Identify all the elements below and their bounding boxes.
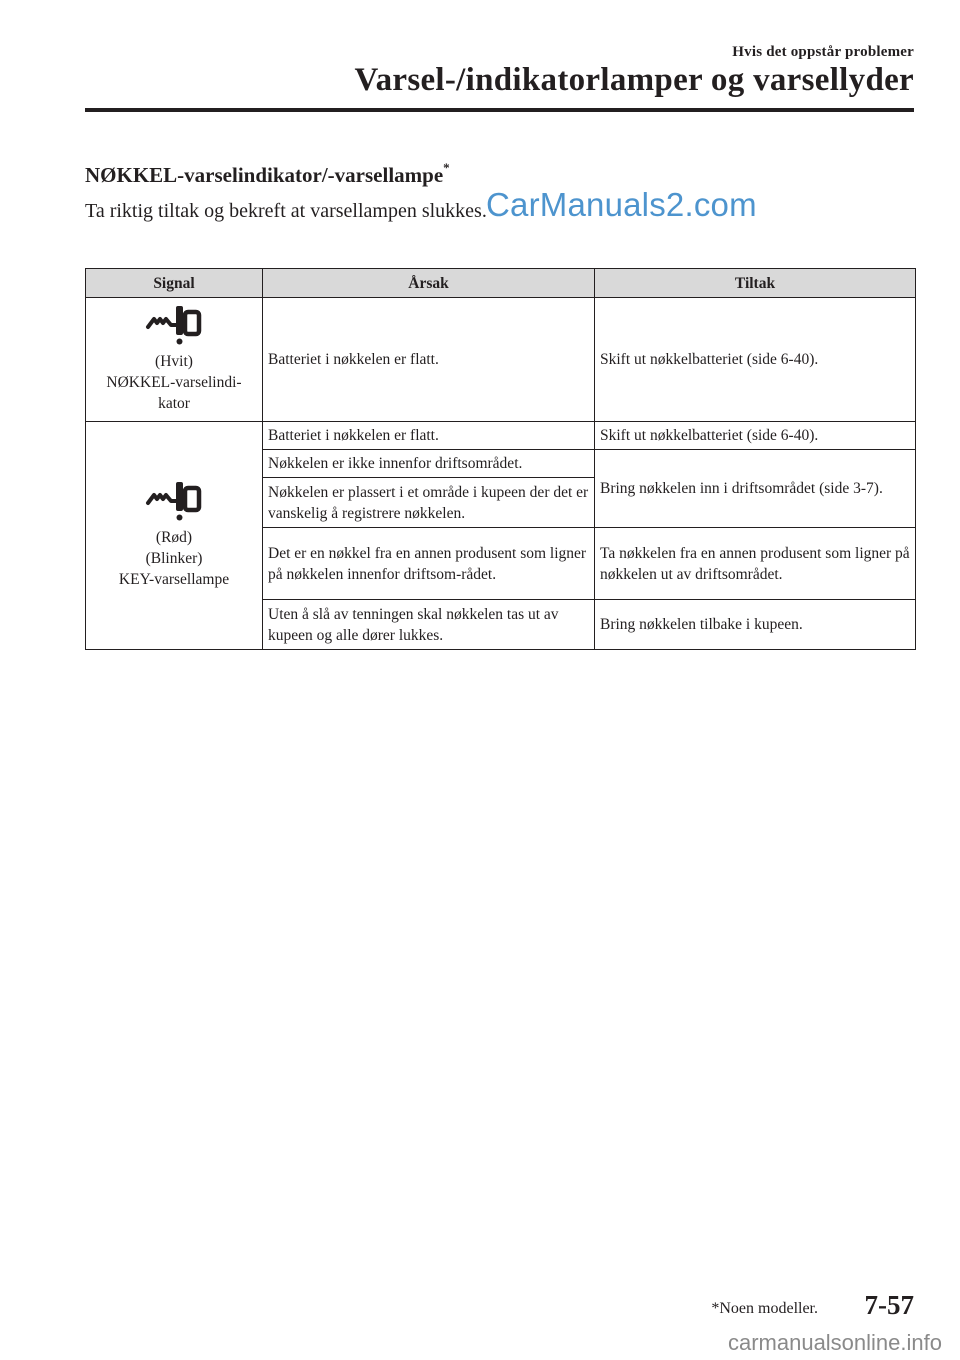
table-row: [86, 298, 916, 422]
action-cell: Skift ut nøkkelbatteriet (side 6-40).: [595, 422, 916, 450]
signal-line: (Blinker): [145, 550, 203, 567]
cause-cell: Batteriet i nøkkelen er flatt.: [263, 422, 595, 450]
signal-cell-white: [86, 298, 263, 422]
signal-line: NØKKEL-varselindi-: [106, 374, 242, 391]
cause-cell: Nøkkelen er plassert i et område i kupeen der det er vanskelig å registrere nøkkelen.: [263, 478, 595, 528]
running-header-title: Varsel-/indikatorlamper og varsellyder: [354, 62, 914, 98]
action-cell: Skift ut nøkkelbatteriet (side 6-40).: [595, 298, 916, 422]
signal-line: (Hvit): [155, 353, 193, 370]
action-cell: Bring nøkkelen inn i driftsområdet (side 3-7).: [595, 450, 916, 528]
cause-cell: Batteriet i nøkkelen er flatt.: [263, 298, 595, 422]
table-row: [86, 422, 916, 450]
section-heading: [85, 162, 450, 188]
page-number: 7-57: [864, 1290, 914, 1320]
cause-cell: Uten å slå av tenningen skal nøkkelen tas ut av kupeen og alle dører lukkes.: [263, 600, 595, 650]
signal-table: [85, 268, 916, 650]
cause-cell: Det er en nøkkel fra en annen produsent som ligner på nøkkelen innenfor driftsom-rådet.: [263, 528, 595, 600]
signal-line: KEY-varsellampe: [118, 571, 230, 588]
header-signal: Signal: [86, 269, 263, 298]
intro-text: Ta riktig tiltak og bekreft at varsellampen slukkes.: [85, 200, 487, 222]
table-header-row: [86, 269, 916, 298]
watermark: CarManuals2.com: [486, 186, 757, 223]
signal-line: (Rød): [155, 529, 193, 546]
signal-line: kator: [158, 395, 190, 412]
running-header-subtitle: Hvis det oppstår problemer: [732, 44, 914, 60]
section-heading-text: NØKKEL-varselindikator/-varsellampe: [85, 163, 444, 187]
signal-cell-red: [86, 422, 263, 650]
cause-cell: Nøkkelen er ikke innenfor driftsområdet.: [263, 450, 595, 478]
footer-site-watermark: carmanualsonline.info: [727, 1330, 942, 1355]
key-warning-icon: [142, 305, 206, 345]
key-warning-icon: [142, 481, 206, 521]
header-cause: Årsak: [263, 269, 595, 298]
footnote: *Noen modeller.: [711, 1300, 818, 1317]
action-cell: Bring nøkkelen tilbake i kupeen.: [595, 600, 916, 650]
footnote-mark: *: [443, 160, 450, 175]
action-cell: Ta nøkkelen fra en annen produsent som ligner på nøkkelen ut av driftsområdet.: [595, 528, 916, 600]
header-divider: [85, 108, 914, 112]
header-action: Tiltak: [595, 269, 916, 298]
